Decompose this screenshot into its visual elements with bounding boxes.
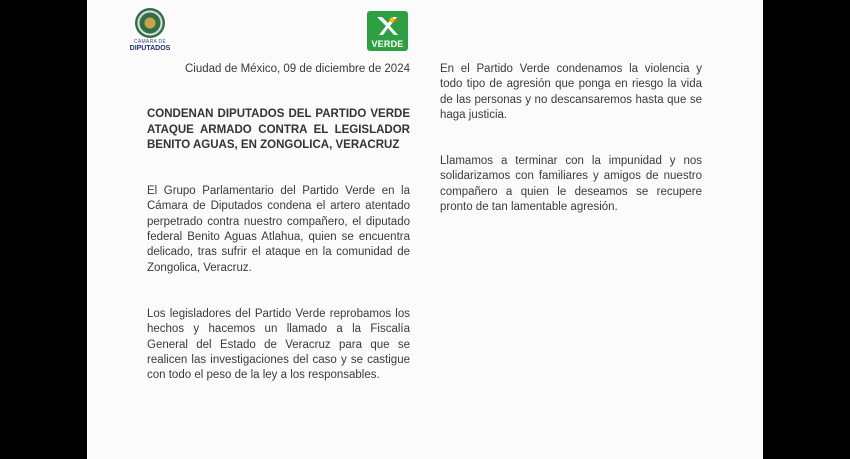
- body-paragraph: El Grupo Parlamentario del Partido Verde en la Cámara de Diputados condena el artero atentado perpetrado contra nuestro compañero, el diputado federal Benito Aguas Atlahua, quien se encuentra delicado, tras sufrir el ataque en la comunidad de Zongolica, Veracruz.: [147, 185, 410, 274]
- camara-logo-line2: DIPUTADOS: [129, 45, 171, 52]
- toucan-icon: [375, 13, 400, 38]
- body-paragraph: En el Partido Verde condenamos la violencia y todo tipo de agresión que ponga en riesgo la vida de las personas y no descansaremos hasta que se haga justicia.: [440, 63, 702, 121]
- partido-verde-logo: [367, 11, 408, 51]
- right-column: [440, 62, 702, 215]
- document-headline: CONDENAN DIPUTADOS DEL PARTIDO VERDE ATAQUE ARMADO CONTRA EL LEGISLADOR BENITO AGUAS, EN ZONGOLICA, VERACRUZ: [147, 108, 410, 151]
- verde-wordmark: VERDE: [371, 39, 404, 49]
- camara-de-diputados-logo: [125, 8, 175, 54]
- document-date: Ciudad de México, 09 de diciembre de 2024: [184, 63, 410, 75]
- camara-logo-line1: CÁMARA DE: [133, 39, 167, 45]
- body-paragraph: Los legisladores del Partido Verde reprobamos los hechos y hacemos un llamado a la Fiscalía General del Estado de Veracruz para que se realicen las investigaciones del caso y se castigue con todo el peso de la ley a los responsables.: [147, 307, 410, 382]
- press-release-page: [87, 0, 763, 459]
- national-seal-icon: [135, 8, 165, 38]
- left-column: [147, 62, 410, 383]
- body-paragraph: Llamamos a terminar con la impunidad y nos solidarizamos con familiares y amigos de nuestro compañero a quien le deseamos se recupere pronto de tan lamentable agresión.: [440, 155, 702, 214]
